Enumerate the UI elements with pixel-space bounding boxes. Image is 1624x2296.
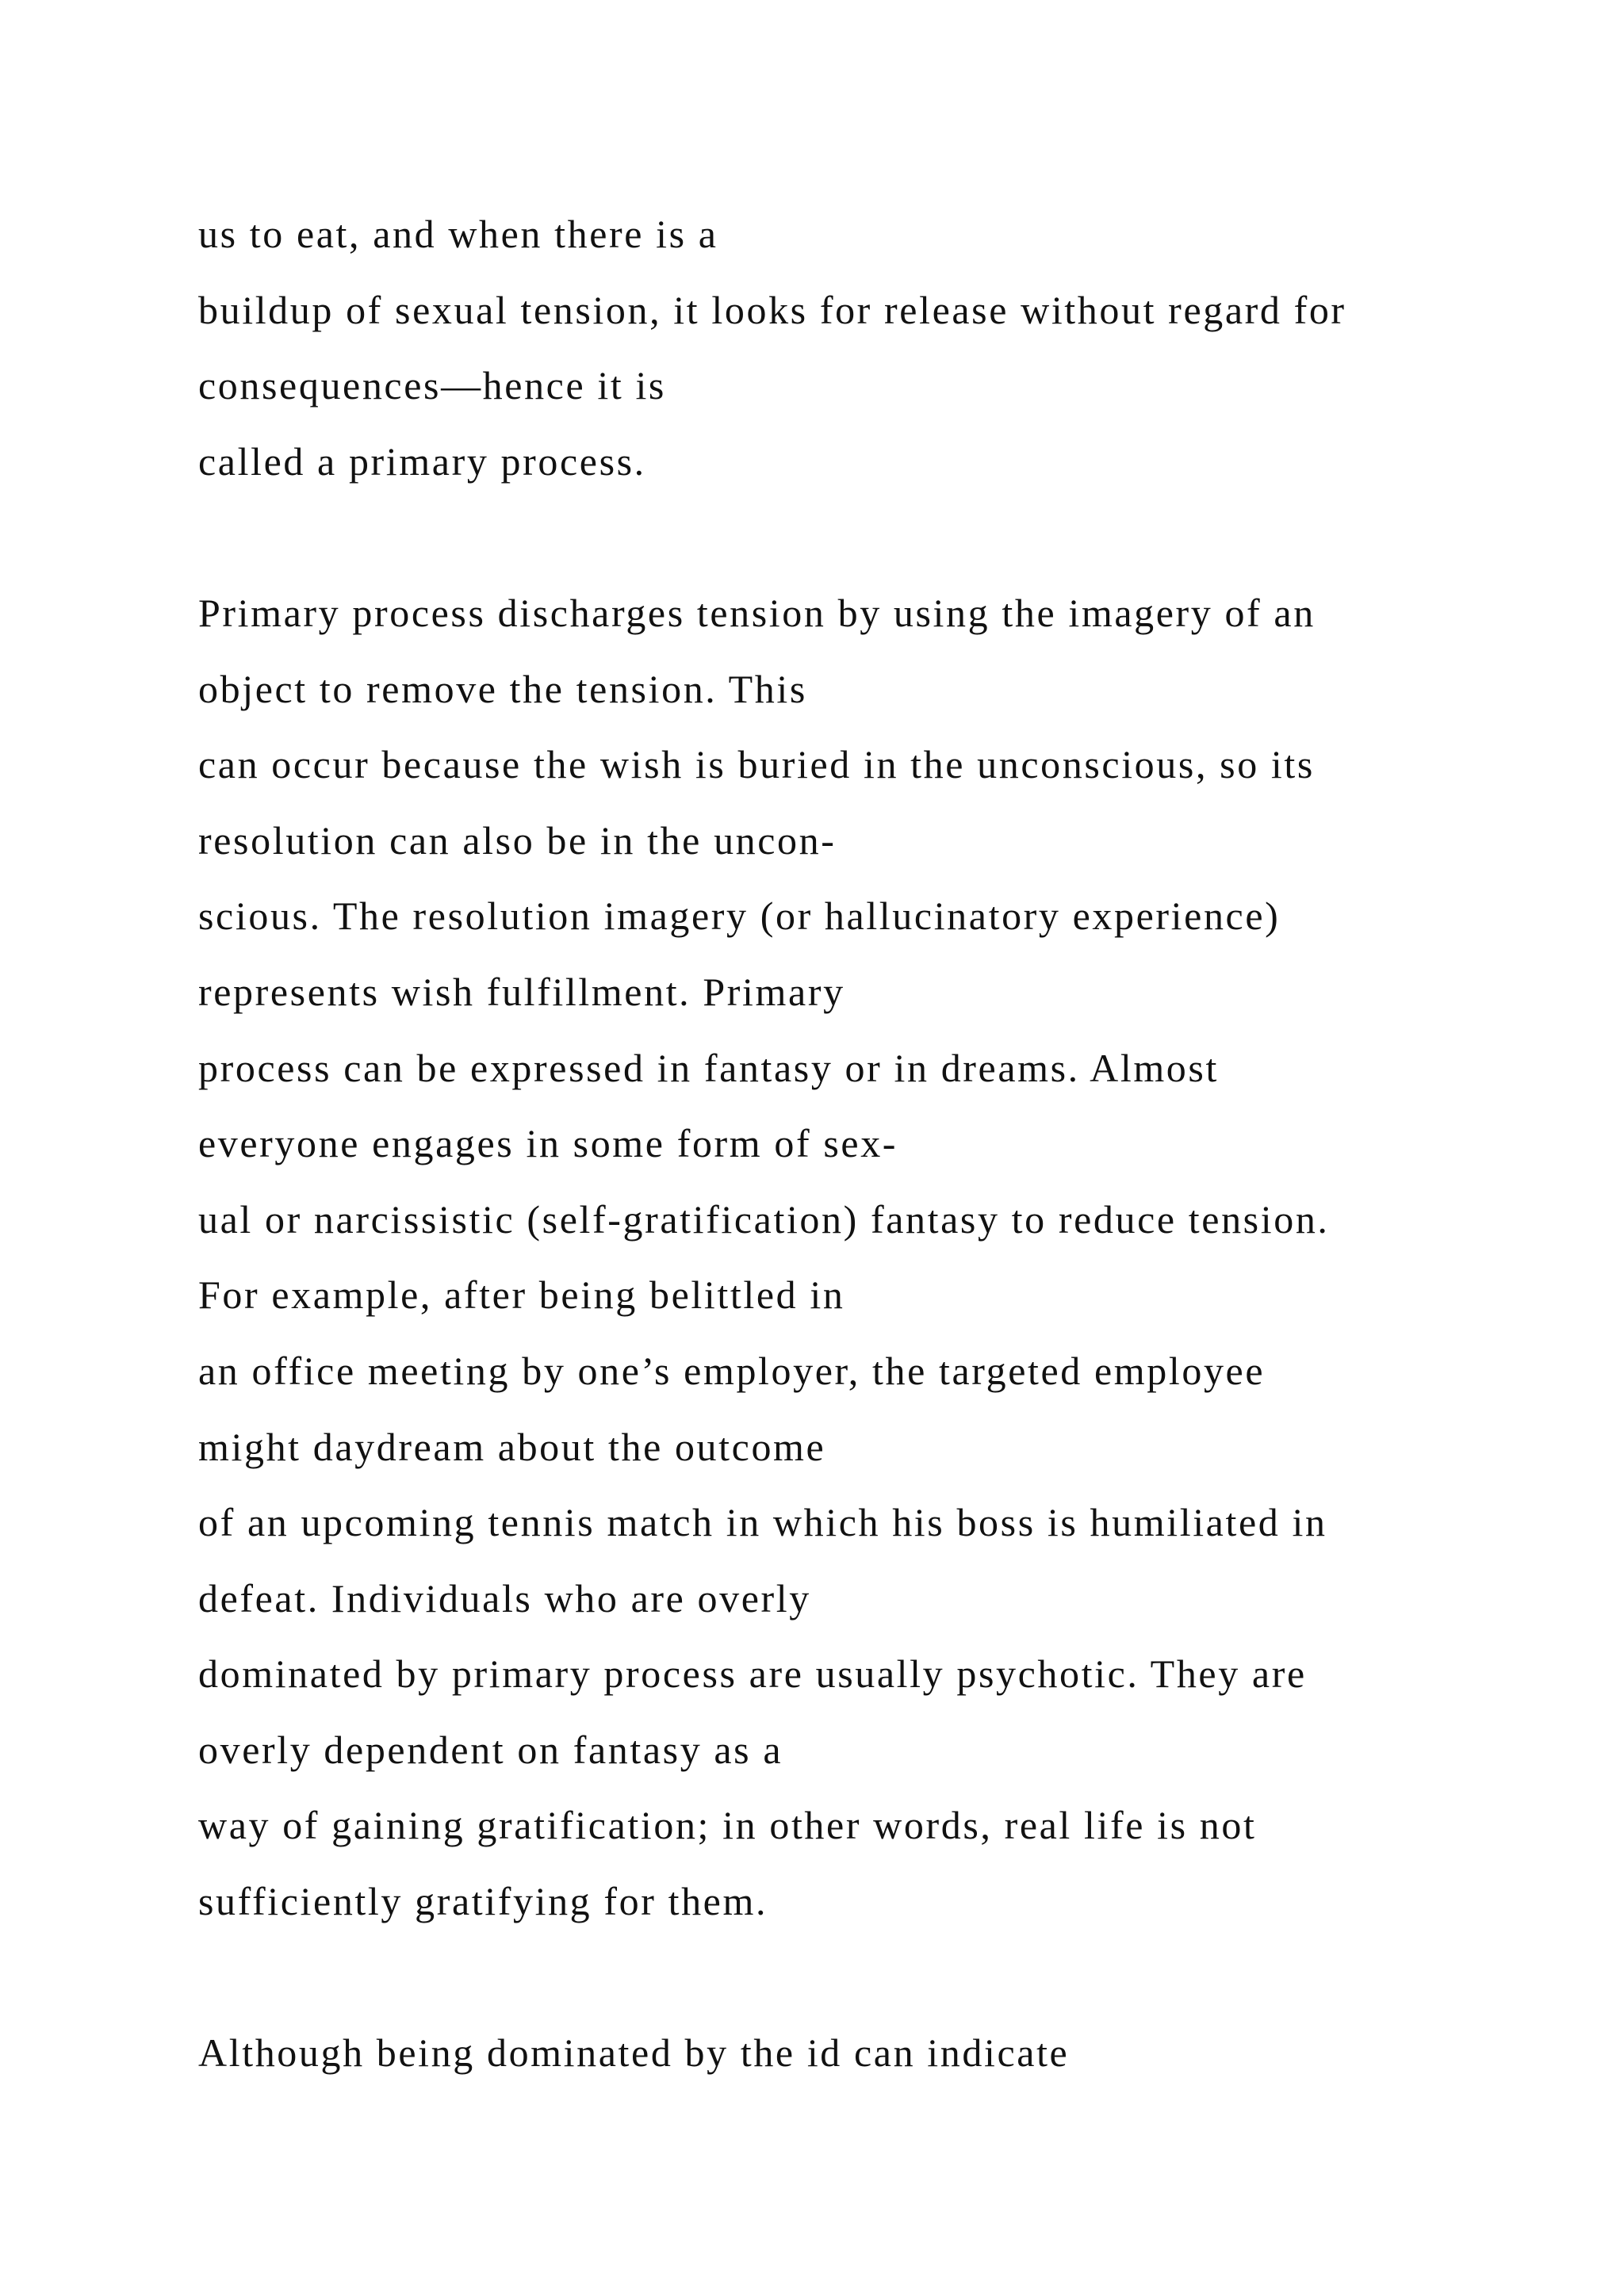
text-line: sufficiently gratifying for them. — [198, 1879, 768, 1924]
text-line: everyone engages in some form of sex- — [198, 1121, 898, 1166]
text-line: buildup of sexual tension, it looks for release without regard for — [198, 287, 1346, 332]
paragraph-2 — [198, 576, 1546, 1940]
text-line: an office meeting by one’s employer, the targeted employee — [198, 1348, 1266, 1393]
text-line: Although being dominated by the id can indicate — [198, 2030, 1070, 2076]
text-line: us to eat, and when there is a — [198, 212, 718, 256]
paragraph-gap — [198, 1940, 1546, 2016]
text-line: object to remove the tension. This — [198, 666, 807, 711]
text-line: called a primary process. — [198, 438, 646, 484]
text-line: scious. The resolution imagery (or hallucinatory experience) — [198, 894, 1281, 939]
paragraph-3 — [198, 2015, 1546, 2091]
text-line: dominated by primary process are usually psychotic. They are — [198, 1651, 1307, 1697]
text-line: process can be expressed in fantasy or in dreams. Almost — [198, 1045, 1219, 1090]
document-body — [198, 197, 1546, 2091]
text-line: Primary process discharges tension by using the imagery of an — [198, 590, 1316, 635]
text-line: might daydream about the outcome — [198, 1424, 826, 1469]
text-line: can occur because the wish is buried in the unconscious, so its — [198, 742, 1315, 787]
paragraph-gap — [198, 499, 1546, 576]
text-line: way of gaining gratification; in other words, real life is not — [198, 1803, 1257, 1848]
paragraph-1 — [198, 197, 1546, 499]
text-line: of an upcoming tennis match in which his boss is humiliated in — [198, 1500, 1327, 1545]
text-line: For example, after being belittled in — [198, 1272, 845, 1318]
text-line: ual or narcissistic (self-gratification) fantasy to reduce tension. — [198, 1196, 1330, 1242]
text-line: defeat. Individuals who are overly — [198, 1575, 811, 1621]
text-line: consequences—hence it is — [198, 363, 666, 408]
text-line: represents wish fulfillment. Primary — [198, 969, 845, 1014]
text-line: overly dependent on fantasy as a — [198, 1727, 783, 1772]
text-line: resolution can also be in the uncon- — [198, 817, 837, 863]
